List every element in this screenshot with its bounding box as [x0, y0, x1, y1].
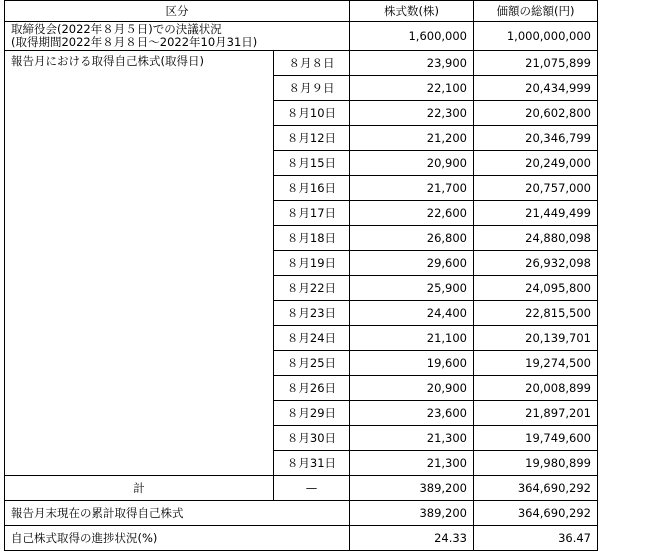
purchase-date: ８月31日 — [274, 451, 350, 476]
purchase-shares: 20,900 — [350, 376, 474, 401]
cumulative-label: 報告月末現在の累計取得自己株式 — [5, 501, 350, 526]
authorization-label-line2: (取得期間2022年８月８日～2022年10月31日) — [11, 35, 258, 49]
treasury-stock-table — [4, 0, 598, 551]
purchase-total-price: 21,449,499 — [474, 201, 598, 226]
total-row — [5, 476, 598, 501]
total-dash: — — [274, 476, 350, 501]
purchase-date: ８月12日 — [274, 126, 350, 151]
purchase-shares: 19,600 — [350, 351, 474, 376]
purchase-date: ８月24日 — [274, 326, 350, 351]
purchase-shares: 20,900 — [350, 151, 474, 176]
purchase-date: ８月17日 — [274, 201, 350, 226]
authorization-shares: 1,600,000 — [350, 22, 474, 51]
purchase-total-price: 20,434,999 — [474, 76, 598, 101]
progress-row — [5, 526, 598, 551]
purchase-shares: 24,400 — [350, 301, 474, 326]
purchase-shares: 29,600 — [350, 251, 474, 276]
purchase-total-price: 21,897,201 — [474, 401, 598, 426]
header-shares: 株式数(株) — [350, 1, 474, 22]
cumulative-shares: 389,200 — [350, 501, 474, 526]
purchase-total-price: 20,346,799 — [474, 126, 598, 151]
purchase-shares: 21,200 — [350, 126, 474, 151]
purchase-shares: 22,300 — [350, 101, 474, 126]
purchase-row — [5, 51, 598, 76]
purchase-total-price: 24,880,098 — [474, 226, 598, 251]
progress-total-price: 36.47 — [474, 526, 598, 551]
authorization-row — [5, 22, 598, 51]
purchase-shares: 23,600 — [350, 401, 474, 426]
purchase-shares: 23,900 — [350, 51, 474, 76]
purchase-date: ８月16日 — [274, 176, 350, 201]
purchase-shares: 21,100 — [350, 326, 474, 351]
monthly-label: 報告月における取得自己株式(取得日) — [5, 51, 274, 476]
authorization-label-line1: 取締役会(2022年８月５日)での決議状況 — [11, 22, 222, 36]
purchase-date: ８月10日 — [274, 101, 350, 126]
purchase-total-price: 22,815,500 — [474, 301, 598, 326]
purchase-date: ８月23日 — [274, 301, 350, 326]
purchase-date: ８月25日 — [274, 351, 350, 376]
cumulative-total-price: 364,690,292 — [474, 501, 598, 526]
purchase-date: ８月９日 — [274, 76, 350, 101]
total-total-price: 364,690,292 — [474, 476, 598, 501]
purchase-date: ８月30日 — [274, 426, 350, 451]
purchase-total-price: 24,095,800 — [474, 276, 598, 301]
purchase-shares: 21,300 — [350, 426, 474, 451]
total-label: 計 — [5, 476, 274, 501]
purchase-date: ８月18日 — [274, 226, 350, 251]
authorization-total-price: 1,000,000,000 — [474, 22, 598, 51]
purchase-shares: 21,300 — [350, 451, 474, 476]
header-category: 区分 — [5, 1, 350, 22]
purchase-shares: 25,900 — [350, 276, 474, 301]
header-total-price: 価額の総額(円) — [474, 1, 598, 22]
header-row — [5, 1, 598, 22]
purchase-total-price: 19,749,600 — [474, 426, 598, 451]
purchase-total-price: 26,932,098 — [474, 251, 598, 276]
purchase-shares: 26,800 — [350, 226, 474, 251]
purchase-total-price: 20,008,899 — [474, 376, 598, 401]
purchase-date: ８月29日 — [274, 401, 350, 426]
purchase-date: ８月22日 — [274, 276, 350, 301]
authorization-label — [5, 22, 350, 51]
progress-shares: 24.33 — [350, 526, 474, 551]
purchase-date: ８月８日 — [274, 51, 350, 76]
purchase-shares: 21,700 — [350, 176, 474, 201]
purchase-date: ８月15日 — [274, 151, 350, 176]
purchase-total-price: 21,075,899 — [474, 51, 598, 76]
purchase-total-price: 20,602,800 — [474, 101, 598, 126]
total-shares: 389,200 — [350, 476, 474, 501]
purchase-total-price: 20,139,701 — [474, 326, 598, 351]
purchase-date: ８月19日 — [274, 251, 350, 276]
purchase-total-price: 19,274,500 — [474, 351, 598, 376]
purchase-date: ８月26日 — [274, 376, 350, 401]
purchase-shares: 22,100 — [350, 76, 474, 101]
progress-label: 自己株式取得の進捗状況(%) — [5, 526, 350, 551]
purchase-total-price: 20,757,000 — [474, 176, 598, 201]
purchase-total-price: 19,980,899 — [474, 451, 598, 476]
cumulative-row — [5, 501, 598, 526]
purchase-shares: 22,600 — [350, 201, 474, 226]
purchase-total-price: 20,249,000 — [474, 151, 598, 176]
